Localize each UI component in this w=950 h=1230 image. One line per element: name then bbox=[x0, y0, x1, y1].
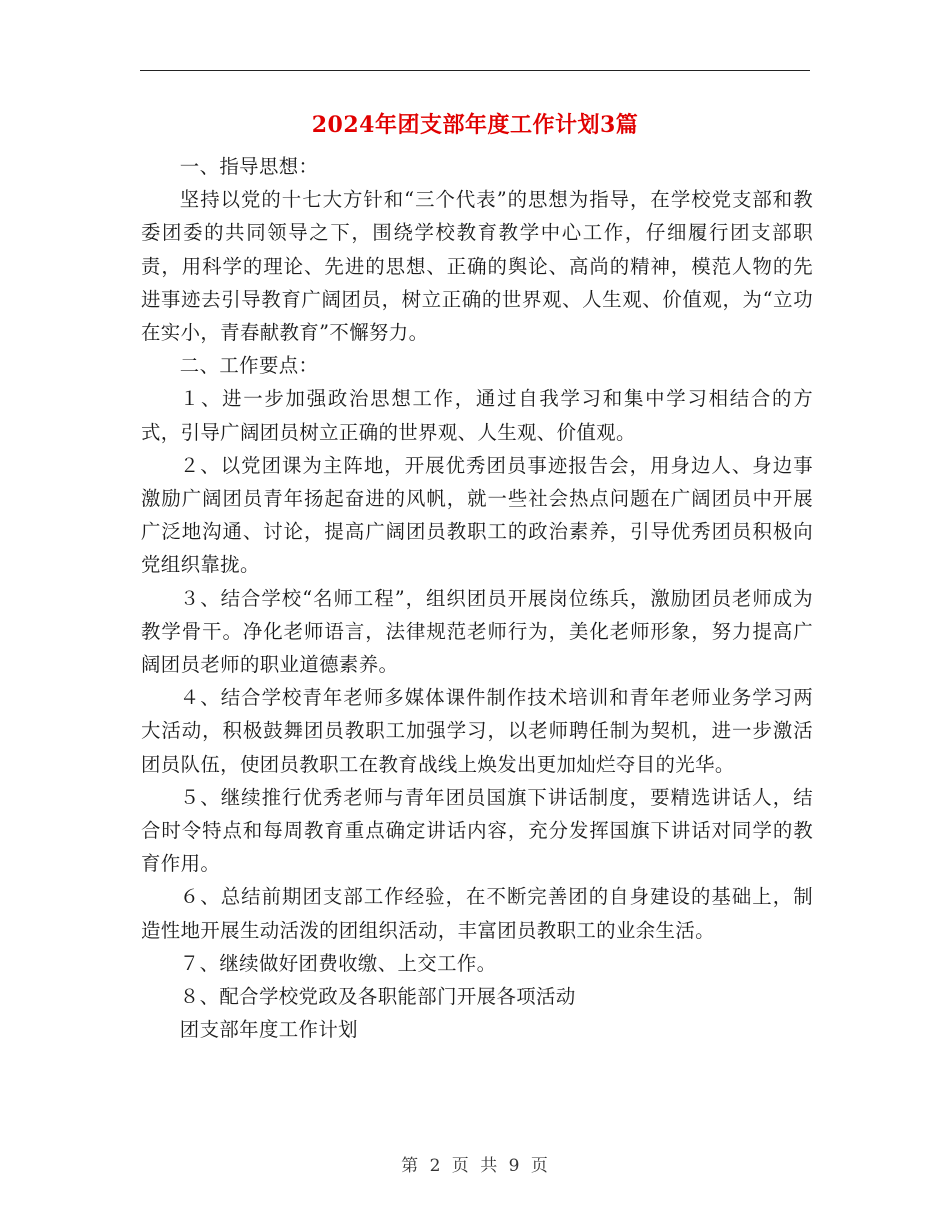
subsection-title: 团支部年度工作计划 bbox=[179, 1018, 358, 1042]
document-body bbox=[141, 150, 813, 1046]
work-point-2: ２、以党团课为主阵地，开展优秀团员事迹报告会，用身边人、身边事激励广阔团员青年扬起奋进的风帆，就一些社会热点问题在广阔团员中开展广泛地沟通、讨论，提高广阔团员教职工的政治素养，引导优秀团员积极向党组织靠拢。 bbox=[141, 453, 813, 577]
work-point-7: ７、继续做好团费收缴、上交工作。 bbox=[179, 951, 497, 975]
work-point-8: ８、配合学校党政及各职能部门开展各项活动 bbox=[179, 985, 576, 1009]
work-point-6: ６、总结前期团支部工作经验，在不断完善团的自身建设的基础上，制造性地开展生动活泼的团组织活动，丰富团员教职工的业余生活。 bbox=[141, 885, 813, 942]
document-title: 2024年团支部年度工作计划3篇 bbox=[311, 112, 639, 138]
work-point-1: １、进一步加强政治思想工作，通过自我学习和集中学习相结合的方式，引导广阔团员树立正确的世界观、人生观、价值观。 bbox=[141, 387, 813, 444]
header-rule bbox=[140, 70, 810, 71]
work-point-4: ４、结合学校青年老师多媒体课件制作技术培训和青年老师业务学习两大活动，积极鼓舞团员教职工加强学习，以老师聘任制为契机，进一步激活团员队伍，使团员教职工在教育战线上焕发出更加灿烂夺目的光华。 bbox=[141, 686, 813, 776]
work-point-5: ５、继续推行优秀老师与青年团员国旗下讲话制度，要精选讲话人，结合时令特点和每周教育重点确定讲话内容，充分发挥国旗下讲话对同学的教育作用。 bbox=[141, 785, 813, 876]
section-heading-guiding-ideology: 一、指导思想： bbox=[179, 155, 319, 178]
work-point-3: ３、结合学校“名师工程”，组织团员开展岗位练兵，激励团员老师成为教学骨干。净化老师语言，法律规范老师行为，美化老师形象，努力提高广阔团员老师的职业道德素养。 bbox=[141, 586, 813, 677]
page-number-footer: 第 2 页 共 9 页 bbox=[401, 1156, 549, 1176]
section-heading-work-points: 二、工作要点： bbox=[179, 354, 319, 378]
paragraph-guiding-ideology: 坚持以党的十七大方针和“三个代表”的思想为指导，在学校党支部和教委团委的共同领导之下，围绕学校教育教学中心工作，仔细履行团支部职责，用科学的理论、先进的思想、正确的舆论、高尚的精神，模范人物的先进事迹去引导教育广阔团员，树立正确的世界观、人生观、价值观，为“立功在实小，青春献教育”不懈努力。 bbox=[141, 188, 813, 345]
